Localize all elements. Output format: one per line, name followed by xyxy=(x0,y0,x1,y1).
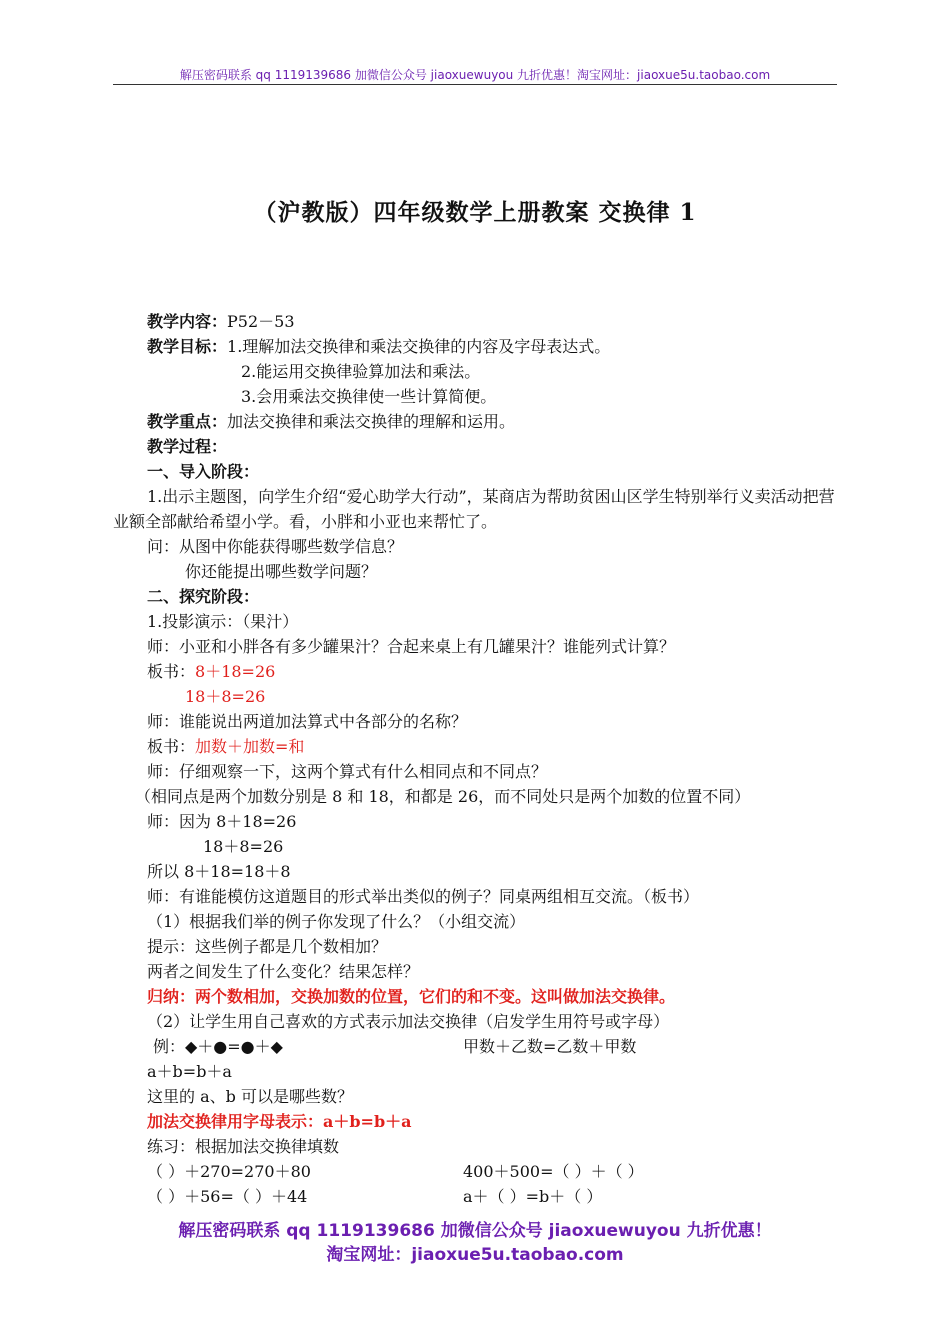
goal-line xyxy=(113,334,843,359)
practice-2-right: a＋（ ）=b＋（ ） xyxy=(463,1187,603,1206)
stage2-line-11: 提示：这些例子都是几个数相加？ xyxy=(147,937,388,956)
header-watermark: 解压密码联系 qq 1119139686 加微信公众号 jiaoxuewuyou 九折优惠！淘宝网址：jiaoxue5u.taobao.com xyxy=(179,68,771,82)
stage2-heading: 二、探究阶段： xyxy=(147,587,260,606)
practice-1-right: 400＋500=（ ）＋（ ） xyxy=(463,1162,644,1181)
stage1-heading: 一、导入阶段： xyxy=(147,462,260,481)
board-line-2 xyxy=(113,734,843,759)
stage2-line-9: 师：有谁能模仿这道题目的形式举出类似的例子？同桌两组相互交流。（板书） xyxy=(147,887,700,906)
content-line xyxy=(113,309,843,334)
footer-line-1: 解压密码联系 qq 1119139686 加微信公众号 jiaoxuewuyou 九折优惠！ xyxy=(178,1221,772,1241)
page-title: （沪教版）四年级数学上册教案 交换律 1 xyxy=(253,199,697,226)
goal-3: 3.会用乘法交换律使一些计算简便。 xyxy=(241,387,497,406)
summary-line xyxy=(113,984,843,1009)
board-equation-1: 8＋18=26 xyxy=(195,662,276,681)
key-label: 教学重点： xyxy=(147,412,228,431)
stage2-line-6: 师：因为 8＋18=26 xyxy=(147,812,297,831)
header-divider xyxy=(113,84,837,85)
practice-row-2 xyxy=(113,1184,843,1209)
goal-label: 教学目标： xyxy=(147,337,228,356)
practice-2-left: （ ）＋56=（ ）＋44 xyxy=(147,1187,308,1206)
footer-watermark xyxy=(0,1219,950,1267)
content-value: P52－53 xyxy=(227,312,295,331)
example-left: 例：◆＋●=●＋◆ xyxy=(153,1037,283,1056)
board-equation-2: 18＋8=26 xyxy=(185,687,266,706)
stage1-question-1: 问：从图中你能获得哪些数学信息？ xyxy=(147,537,404,556)
stage1-question-2: 你还能提出哪些数学问题？ xyxy=(185,562,378,581)
stage2-line-15: 这里的 a、b 可以是哪些数？ xyxy=(147,1087,353,1106)
stage2-line-5: （相同点是两个加数分别是 8 和 18，和都是 26，而不同处只是两个加数的位置不同） xyxy=(135,787,751,806)
practice-heading: 练习：根据加法交换律填数 xyxy=(147,1137,340,1156)
summary-value: 两个数相加，交换加数的位置，它们的和不变。这叫做加法交换律。 xyxy=(195,987,676,1006)
stage1-paragraph: 1.出示主题图，向学生介绍“爱心助学大行动”，某商店为帮助贫困山区学生特别举行义卖活动把营业额全部献给希望小学。看，小胖和小亚也来帮忙了。 xyxy=(113,487,835,531)
stage2-line-10: （1）根据我们举的例子你发现了什么？（小组交流） xyxy=(147,912,526,931)
process-label: 教学过程： xyxy=(147,437,228,456)
lesson-body xyxy=(113,309,843,1209)
board-line-1 xyxy=(113,659,843,684)
stage2-line-7: 18＋8=26 xyxy=(203,837,284,856)
stage2-line-1: 1.投影演示：（果汁） xyxy=(147,612,299,631)
stage2-line-14: a＋b=b＋a xyxy=(147,1062,232,1081)
stage2-line-4: 师：仔细观察一下，这两个算式有什么相同点和不同点？ xyxy=(147,762,548,781)
letter-rule: 加法交换律用字母表示：a＋b=b＋a xyxy=(147,1112,412,1131)
stage2-line-3: 师：谁能说出两道加法算式中各部分的名称？ xyxy=(147,712,468,731)
goal-2: 2.能运用交换律验算加法和乘法。 xyxy=(241,362,481,381)
stage2-line-8: 所以 8＋18=18＋8 xyxy=(147,862,291,881)
stage2-line-13: （2）让学生用自己喜欢的方式表示加法交换律（启发学生用符号或字母） xyxy=(147,1012,670,1031)
content-label: 教学内容： xyxy=(147,312,228,331)
practice-1-left: （ ）＋270=270＋80 xyxy=(147,1162,311,1181)
example-row xyxy=(113,1034,843,1059)
summary-label: 归纳： xyxy=(147,987,196,1006)
board2-label: 板书： xyxy=(147,737,196,756)
footer-line-2: 淘宝网址：jiaoxue5u.taobao.com xyxy=(326,1245,624,1265)
board2-value: 加数＋加数=和 xyxy=(195,737,305,756)
example-right: 甲数＋乙数=乙数＋甲数 xyxy=(463,1037,637,1056)
goal-1: 1.理解加法交换律和乘法交换律的内容及字母表达式。 xyxy=(227,337,611,356)
key-line xyxy=(113,409,843,434)
practice-row-1 xyxy=(113,1159,843,1184)
key-value: 加法交换律和乘法交换律的理解和运用。 xyxy=(227,412,516,431)
stage2-line-2: 师：小亚和小胖各有多少罐果汁？合起来桌上有几罐果汁？谁能列式计算？ xyxy=(147,637,676,656)
stage2-line-12: 两者之间发生了什么变化？结果怎样？ xyxy=(147,962,420,981)
board-label: 板书： xyxy=(147,662,196,681)
